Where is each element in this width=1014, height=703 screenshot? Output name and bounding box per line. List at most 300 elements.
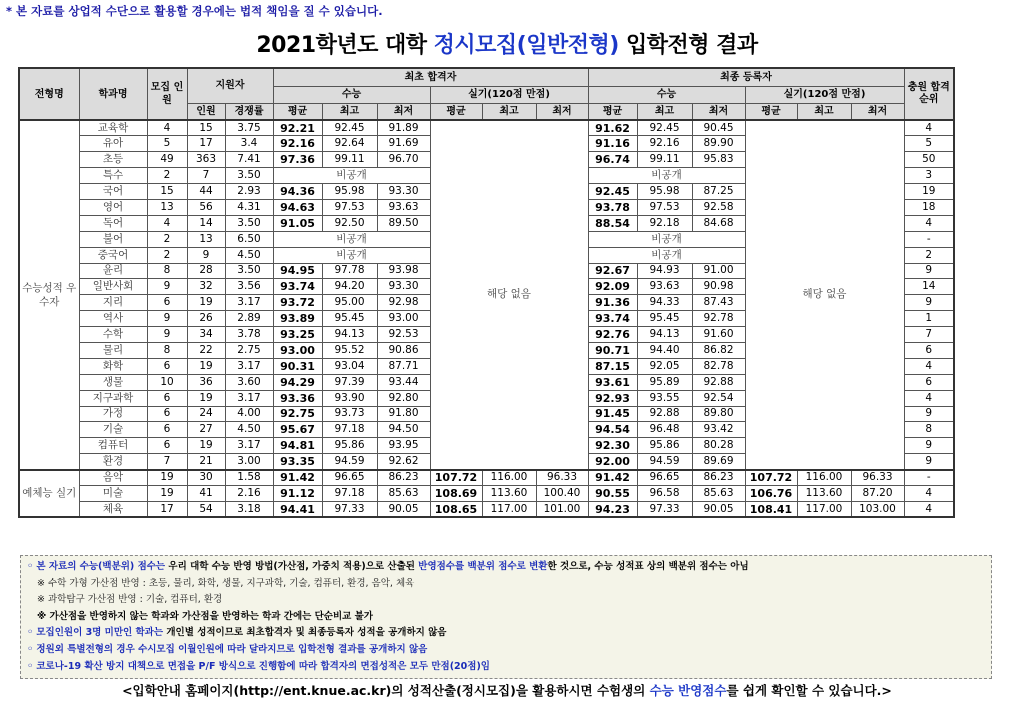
first-max-cell: 97.39: [322, 374, 377, 390]
first-min-cell: 90.05: [377, 501, 430, 517]
first-not-public-cell: 비공개: [273, 168, 430, 184]
dept-cell: 역사: [79, 311, 147, 327]
first-max-cell: 96.65: [322, 470, 377, 486]
first-practical-max-cell: 117.00: [482, 501, 536, 517]
final-max-cell: 99.11: [637, 152, 692, 168]
rank-cell: 8: [904, 422, 954, 438]
first-min-cell: 93.95: [377, 438, 430, 454]
final-min-cell: 92.88: [692, 374, 745, 390]
rank-cell: 18: [904, 199, 954, 215]
header-min: 최저: [377, 103, 430, 120]
final-min-cell: 82.78: [692, 358, 745, 374]
final-avg-cell: 92.67: [588, 263, 637, 279]
competition-rate-cell: 2.16: [225, 485, 273, 501]
final-avg-cell: 94.54: [588, 422, 637, 438]
note-3: ◦ 정원외 특별전형의 경우 수시모집 이월인원에 따라 달라지므로 입학전형 결과를 공개하지 않음: [27, 643, 428, 655]
final-not-public-cell: 비공개: [588, 247, 745, 263]
final-avg-cell: 91.16: [588, 136, 637, 152]
final-min-cell: 86.82: [692, 342, 745, 358]
final-avg-cell: 88.54: [588, 215, 637, 231]
applicant-count-cell: 19: [187, 295, 225, 311]
rank-cell: 4: [904, 120, 954, 136]
dept-cell: 지구과학: [79, 390, 147, 406]
first-min-cell: 93.30: [377, 279, 430, 295]
applicant-count-cell: 44: [187, 184, 225, 200]
final-min-cell: 90.45: [692, 120, 745, 136]
page-title: [0, 28, 1014, 59]
note-1-a: ◦ 본 자료의 수능(백분위) 점수는: [27, 561, 166, 572]
footer-text-b: 를 쉽게 확인할 수 있습니다.>: [726, 683, 892, 698]
first-avg-cell: 90.31: [273, 358, 322, 374]
final-practical-min-cell: 96.33: [851, 470, 904, 486]
dept-cell: 유아: [79, 136, 147, 152]
first-max-cell: 92.50: [322, 215, 377, 231]
first-min-cell: 87.71: [377, 358, 430, 374]
final-min-cell: 86.23: [692, 470, 745, 486]
notes-box: [20, 555, 992, 679]
first-min-cell: 93.63: [377, 199, 430, 215]
final-avg-cell: 92.09: [588, 279, 637, 295]
rank-cell: 50: [904, 152, 954, 168]
applicant-count-cell: 13: [187, 231, 225, 247]
quota-cell: 10: [147, 374, 187, 390]
applicant-count-cell: 30: [187, 470, 225, 486]
final-practical-avg-cell: 106.76: [745, 485, 797, 501]
header-rank: 충원 합격 순위: [904, 68, 954, 120]
rank-cell: 4: [904, 215, 954, 231]
final-min-cell: 80.28: [692, 438, 745, 454]
first-avg-cell: 94.29: [273, 374, 322, 390]
first-max-cell: 97.18: [322, 485, 377, 501]
competition-rate-cell: 4.00: [225, 406, 273, 422]
final-min-cell: 84.68: [692, 215, 745, 231]
note-1: [27, 559, 985, 576]
first-min-cell: 86.23: [377, 470, 430, 486]
header-avg: 평균: [588, 103, 637, 120]
first-avg-cell: 91.05: [273, 215, 322, 231]
final-max-cell: 97.33: [637, 501, 692, 517]
applicant-count-cell: 363: [187, 152, 225, 168]
first-avg-cell: 94.41: [273, 501, 322, 517]
dept-cell: 중국어: [79, 247, 147, 263]
note-1-d: 한 것으로, 수능 성적표 상의 백분위 점수는 아님: [547, 561, 749, 572]
final-min-cell: 92.58: [692, 199, 745, 215]
final-practical-min-cell: 87.20: [851, 485, 904, 501]
final-practical-max-cell: 113.60: [797, 485, 851, 501]
final-max-cell: 92.45: [637, 120, 692, 136]
first-max-cell: 99.11: [322, 152, 377, 168]
final-practical-max-cell: 116.00: [797, 470, 851, 486]
dept-cell: 컴퓨터: [79, 438, 147, 454]
first-max-cell: 97.18: [322, 422, 377, 438]
final-max-cell: 95.45: [637, 311, 692, 327]
competition-rate-cell: 3.17: [225, 390, 273, 406]
group-cell-arts: 예체능 실기: [19, 470, 79, 518]
applicant-count-cell: 15: [187, 120, 225, 136]
header-avg: 평균: [745, 103, 797, 120]
first-practical-na-cell: 해당 없음: [430, 120, 588, 470]
header-dept: 학과명: [79, 68, 147, 120]
rank-cell: 4: [904, 501, 954, 517]
quota-cell: 5: [147, 136, 187, 152]
final-avg-cell: 94.23: [588, 501, 637, 517]
final-max-cell: 92.05: [637, 358, 692, 374]
final-max-cell: 94.13: [637, 327, 692, 343]
competition-rate-cell: 3.56: [225, 279, 273, 295]
header-final-suneung: 수능: [588, 86, 745, 103]
first-avg-cell: 94.36: [273, 184, 322, 200]
quota-cell: 19: [147, 485, 187, 501]
first-avg-cell: 92.21: [273, 120, 322, 136]
final-min-cell: 91.60: [692, 327, 745, 343]
quota-cell: 6: [147, 438, 187, 454]
group-cell-suneung: 수능성적 우수자: [19, 120, 79, 470]
dept-cell: 생물: [79, 374, 147, 390]
first-max-cell: 94.20: [322, 279, 377, 295]
dept-cell: 초등: [79, 152, 147, 168]
final-practical-avg-cell: 108.41: [745, 501, 797, 517]
quota-cell: 2: [147, 231, 187, 247]
applicant-count-cell: 27: [187, 422, 225, 438]
final-not-public-cell: 비공개: [588, 168, 745, 184]
first-avg-cell: 91.12: [273, 485, 322, 501]
final-min-cell: 92.54: [692, 390, 745, 406]
first-practical-min-cell: 101.00: [536, 501, 588, 517]
final-avg-cell: 92.76: [588, 327, 637, 343]
first-practical-max-cell: 116.00: [482, 470, 536, 486]
header-min: 최저: [851, 103, 904, 120]
competition-rate-cell: 3.17: [225, 295, 273, 311]
first-practical-max-cell: 113.60: [482, 485, 536, 501]
competition-rate-cell: 3.50: [225, 168, 273, 184]
first-min-cell: 91.80: [377, 406, 430, 422]
dept-cell: 영어: [79, 199, 147, 215]
competition-rate-cell: 3.50: [225, 215, 273, 231]
final-max-cell: 94.93: [637, 263, 692, 279]
dept-cell: 특수: [79, 168, 147, 184]
quota-cell: 6: [147, 390, 187, 406]
header-first-suneung: 수능: [273, 86, 430, 103]
header-min: 최저: [536, 103, 588, 120]
first-max-cell: 97.78: [322, 263, 377, 279]
first-max-cell: 95.00: [322, 295, 377, 311]
final-avg-cell: 91.45: [588, 406, 637, 422]
competition-rate-cell: 4.50: [225, 422, 273, 438]
dept-cell: 교육학: [79, 120, 147, 136]
dept-cell: 국어: [79, 184, 147, 200]
quota-cell: 13: [147, 199, 187, 215]
final-max-cell: 94.33: [637, 295, 692, 311]
header-type: 전형명: [19, 68, 79, 120]
final-max-cell: 96.58: [637, 485, 692, 501]
final-practical-na-cell: 해당 없음: [745, 120, 904, 470]
final-avg-cell: 90.55: [588, 485, 637, 501]
competition-rate-cell: 3.18: [225, 501, 273, 517]
quota-cell: 19: [147, 470, 187, 486]
footer-accent: 수능 반영점수: [649, 683, 727, 698]
first-max-cell: 93.90: [322, 390, 377, 406]
first-min-cell: 90.86: [377, 342, 430, 358]
first-max-cell: 97.53: [322, 199, 377, 215]
final-max-cell: 93.55: [637, 390, 692, 406]
table-body: [19, 120, 954, 517]
dept-cell: 기술: [79, 422, 147, 438]
header-min: 최저: [692, 103, 745, 120]
rank-cell: 9: [904, 263, 954, 279]
final-not-public-cell: 비공개: [588, 231, 745, 247]
competition-rate-cell: 3.4: [225, 136, 273, 152]
quota-cell: 6: [147, 295, 187, 311]
final-max-cell: 95.98: [637, 184, 692, 200]
rank-cell: 4: [904, 485, 954, 501]
final-min-cell: 85.63: [692, 485, 745, 501]
note-2: [27, 625, 985, 642]
competition-rate-cell: 6.50: [225, 231, 273, 247]
dept-cell: 물리: [79, 342, 147, 358]
first-max-cell: 92.64: [322, 136, 377, 152]
final-min-cell: 89.90: [692, 136, 745, 152]
first-max-cell: 92.45: [322, 120, 377, 136]
quota-cell: 8: [147, 263, 187, 279]
competition-rate-cell: 3.60: [225, 374, 273, 390]
header-max: 최고: [637, 103, 692, 120]
rank-cell: 9: [904, 406, 954, 422]
footer-text-a: <입학안내 홈페이지(http://ent.knue.ac.kr)의 성적산출(정시모집)을 활용하시면 수험생의: [122, 683, 650, 698]
rank-cell: 4: [904, 358, 954, 374]
first-avg-cell: 93.36: [273, 390, 322, 406]
final-avg-cell: 91.62: [588, 120, 637, 136]
first-avg-cell: 93.72: [273, 295, 322, 311]
first-avg-cell: 94.95: [273, 263, 322, 279]
first-avg-cell: 93.89: [273, 311, 322, 327]
final-avg-cell: 93.78: [588, 199, 637, 215]
rank-cell: 9: [904, 438, 954, 454]
quota-cell: 9: [147, 279, 187, 295]
applicant-count-cell: 32: [187, 279, 225, 295]
quota-cell: 8: [147, 342, 187, 358]
rank-cell: 19: [904, 184, 954, 200]
final-max-cell: 96.48: [637, 422, 692, 438]
final-min-cell: 92.78: [692, 311, 745, 327]
header-quota: 모집 인원: [147, 68, 187, 120]
first-min-cell: 91.69: [377, 136, 430, 152]
first-practical-avg-cell: 108.69: [430, 485, 482, 501]
competition-rate-cell: 2.93: [225, 184, 273, 200]
applicant-count-cell: 41: [187, 485, 225, 501]
final-min-cell: 91.00: [692, 263, 745, 279]
first-min-cell: 93.00: [377, 311, 430, 327]
first-min-cell: 93.98: [377, 263, 430, 279]
first-max-cell: 94.13: [322, 327, 377, 343]
header-applicants: 지원자: [187, 68, 273, 103]
first-max-cell: 95.45: [322, 311, 377, 327]
final-min-cell: 87.43: [692, 295, 745, 311]
quota-cell: 6: [147, 406, 187, 422]
first-min-cell: 92.80: [377, 390, 430, 406]
first-practical-avg-cell: 107.72: [430, 470, 482, 486]
final-avg-cell: 93.74: [588, 311, 637, 327]
final-avg-cell: 87.15: [588, 358, 637, 374]
final-max-cell: 93.63: [637, 279, 692, 295]
final-practical-max-cell: 117.00: [797, 501, 851, 517]
header-count: 인원: [187, 103, 225, 120]
rank-cell: 3: [904, 168, 954, 184]
first-avg-cell: 94.63: [273, 199, 322, 215]
applicant-count-cell: 28: [187, 263, 225, 279]
first-min-cell: 94.50: [377, 422, 430, 438]
final-max-cell: 92.16: [637, 136, 692, 152]
final-max-cell: 92.88: [637, 406, 692, 422]
rank-cell: 9: [904, 454, 954, 470]
competition-rate-cell: 4.31: [225, 199, 273, 215]
rank-cell: 9: [904, 295, 954, 311]
first-avg-cell: 97.36: [273, 152, 322, 168]
rank-cell: -: [904, 470, 954, 486]
dept-cell: 불어: [79, 231, 147, 247]
final-min-cell: 95.83: [692, 152, 745, 168]
quota-cell: 2: [147, 168, 187, 184]
note-2-a: ◦ 모집인원이 3명 미만인 학과는: [27, 627, 164, 639]
final-max-cell: 94.59: [637, 454, 692, 470]
rank-cell: 6: [904, 342, 954, 358]
header-first-pass: 최초 합격자: [273, 68, 588, 86]
first-avg-cell: 92.16: [273, 136, 322, 152]
applicant-count-cell: 21: [187, 454, 225, 470]
dept-cell: 미술: [79, 485, 147, 501]
competition-rate-cell: 3.17: [225, 358, 273, 374]
final-max-cell: 95.86: [637, 438, 692, 454]
applicant-count-cell: 17: [187, 136, 225, 152]
rank-cell: -: [904, 231, 954, 247]
final-avg-cell: 96.74: [588, 152, 637, 168]
quota-cell: 15: [147, 184, 187, 200]
header-rate: 경쟁률: [225, 103, 273, 120]
first-avg-cell: 95.67: [273, 422, 322, 438]
first-max-cell: 95.52: [322, 342, 377, 358]
final-min-cell: 90.98: [692, 279, 745, 295]
dept-cell: 윤리: [79, 263, 147, 279]
final-avg-cell: 93.61: [588, 374, 637, 390]
competition-rate-cell: 1.58: [225, 470, 273, 486]
header-max: 최고: [797, 103, 851, 120]
first-max-cell: 95.86: [322, 438, 377, 454]
header-max: 최고: [482, 103, 536, 120]
competition-rate-cell: 3.75: [225, 120, 273, 136]
header-max: 최고: [322, 103, 377, 120]
title-accent: 정시모집(일반전형): [433, 33, 619, 58]
final-max-cell: 92.18: [637, 215, 692, 231]
first-min-cell: 93.44: [377, 374, 430, 390]
first-practical-min-cell: 100.40: [536, 485, 588, 501]
header-avg: 평균: [430, 103, 482, 120]
competition-rate-cell: 3.17: [225, 438, 273, 454]
note-4: ◦ 코로나-19 확산 방지 대책으로 면접을 P/F 방식으로 진행함에 따라 합격자의 면접성적은 모두 만점(20점)임: [27, 660, 490, 672]
dept-cell: 수학: [79, 327, 147, 343]
applicant-count-cell: 36: [187, 374, 225, 390]
final-avg-cell: 91.42: [588, 470, 637, 486]
final-practical-avg-cell: 107.72: [745, 470, 797, 486]
applicant-count-cell: 24: [187, 406, 225, 422]
quota-cell: 6: [147, 358, 187, 374]
rank-cell: 14: [904, 279, 954, 295]
first-avg-cell: 93.35: [273, 454, 322, 470]
first-not-public-cell: 비공개: [273, 247, 430, 263]
applicant-count-cell: 14: [187, 215, 225, 231]
rank-cell: 1: [904, 311, 954, 327]
final-max-cell: 97.53: [637, 199, 692, 215]
final-avg-cell: 90.71: [588, 342, 637, 358]
applicant-count-cell: 7: [187, 168, 225, 184]
dept-cell: 독어: [79, 215, 147, 231]
final-avg-cell: 91.36: [588, 295, 637, 311]
quota-cell: 2: [147, 247, 187, 263]
first-avg-cell: 93.25: [273, 327, 322, 343]
note-2-b: 개인별 성적이므로 최초합격자 및 최종등록자 성적을 공개하지 않음: [163, 627, 447, 639]
first-min-cell: 85.63: [377, 485, 430, 501]
header-final-practical: 실기(120점 만점): [745, 86, 904, 103]
applicant-count-cell: 9: [187, 247, 225, 263]
table-row: [19, 120, 954, 136]
first-avg-cell: 91.42: [273, 470, 322, 486]
first-max-cell: 94.59: [322, 454, 377, 470]
note-sub-1: ※ 수학 가형 가산점 반영 : 초등, 물리, 화학, 생물, 지구과학, 기술, 컴퓨터, 환경, 음악, 체육: [37, 577, 415, 589]
final-min-cell: 89.69: [692, 454, 745, 470]
quota-cell: 6: [147, 422, 187, 438]
quota-cell: 7: [147, 454, 187, 470]
final-avg-cell: 92.45: [588, 184, 637, 200]
note-1-b: 우리 대학 수능 반영 방법(가산점, 가중치 적용)으로 산출된: [165, 561, 419, 572]
quota-cell: 9: [147, 327, 187, 343]
dept-cell: 체육: [79, 501, 147, 517]
rank-cell: 2: [904, 247, 954, 263]
dept-cell: 지리: [79, 295, 147, 311]
rank-cell: 5: [904, 136, 954, 152]
dept-cell: 환경: [79, 454, 147, 470]
table-row: [19, 501, 954, 517]
header-final-reg: 최종 등록자: [588, 68, 904, 86]
competition-rate-cell: 7.41: [225, 152, 273, 168]
first-practical-min-cell: 96.33: [536, 470, 588, 486]
first-avg-cell: 93.74: [273, 279, 322, 295]
first-min-cell: 92.62: [377, 454, 430, 470]
table-row: [19, 470, 954, 486]
dept-cell: 일반사회: [79, 279, 147, 295]
first-avg-cell: 92.75: [273, 406, 322, 422]
final-min-cell: 87.25: [692, 184, 745, 200]
applicant-count-cell: 22: [187, 342, 225, 358]
applicant-count-cell: 19: [187, 390, 225, 406]
applicant-count-cell: 34: [187, 327, 225, 343]
quota-cell: 49: [147, 152, 187, 168]
dept-cell: 음악: [79, 470, 147, 486]
first-avg-cell: 94.81: [273, 438, 322, 454]
final-avg-cell: 92.93: [588, 390, 637, 406]
legal-warning: * 본 자료를 상업적 수단으로 활용할 경우에는 법적 책임을 질 수 있습니다.: [6, 4, 383, 18]
competition-rate-cell: 3.00: [225, 454, 273, 470]
first-avg-cell: 93.00: [273, 342, 322, 358]
first-min-cell: 92.98: [377, 295, 430, 311]
note-sub-3: ※ 가산점을 반영하지 않는 학과와 가산점을 반영하는 학과 간에는 단순비교 불가: [37, 610, 373, 622]
first-max-cell: 93.04: [322, 358, 377, 374]
note-1-c: 반영점수를 백분위 점수로 변환: [418, 561, 548, 572]
competition-rate-cell: 2.75: [225, 342, 273, 358]
first-min-cell: 92.53: [377, 327, 430, 343]
rank-cell: 4: [904, 390, 954, 406]
first-min-cell: 96.70: [377, 152, 430, 168]
title-prefix: 2021학년도 대학: [256, 33, 434, 58]
rank-cell: 6: [904, 374, 954, 390]
competition-rate-cell: 2.89: [225, 311, 273, 327]
